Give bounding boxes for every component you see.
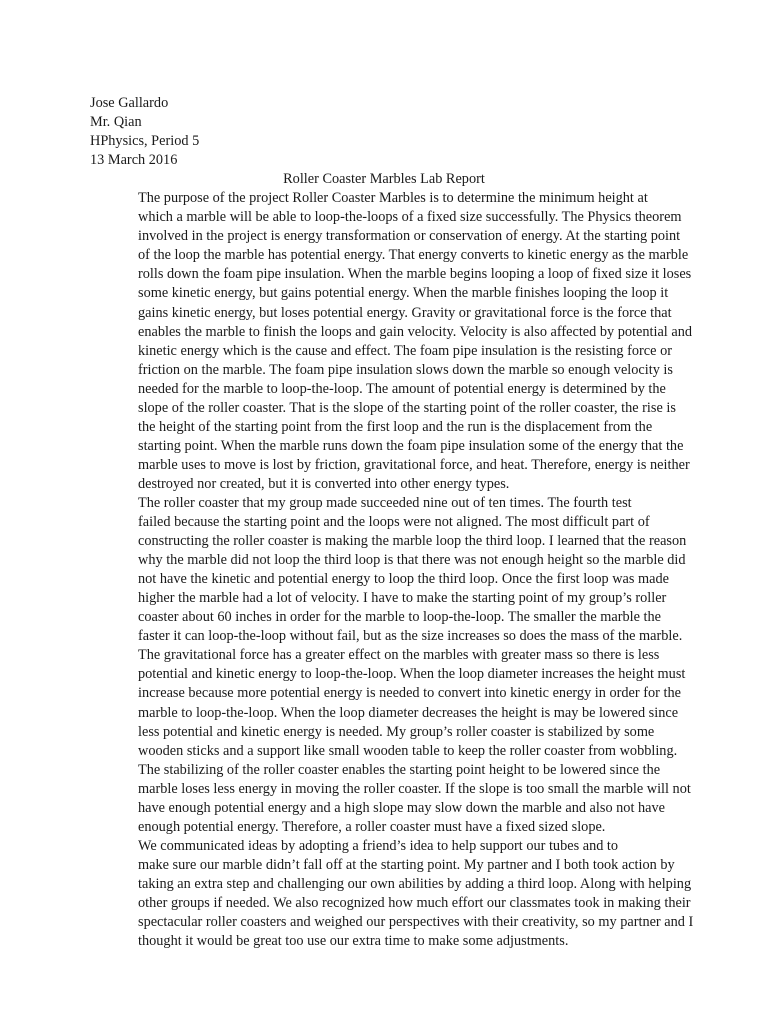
paragraph-line: involved in the project is energy transformation or conservation of energy. At the starting point [138,228,681,245]
paragraph-line: failed because the starting point and the loops were not aligned. The most difficult part of [138,514,650,531]
paragraph-line: higher the marble had a lot of velocity. I have to make the starting point of my group’s roller [138,590,667,607]
paragraph-line: which a marble will be able to loop-the-loops of a fixed size successfully. The Physics theorem [138,209,682,226]
paragraph-line: constructing the roller coaster is making the marble loop the third loop. I learned that the reason [138,533,687,550]
paragraph-line: increase because more potential energy is needed to convert into kinetic energy in order for the [138,685,681,702]
paragraph-line: thought it would be great too use our extra time to make some adjustments. [138,933,569,950]
paragraph-line: The stabilizing of the roller coaster enables the starting point height to be lowered since the [138,761,661,778]
paragraph-line: marble to loop-the-loop. When the loop diameter decreases the height is may be lowered since [138,704,679,721]
paragraph-line: needed for the marble to loop-the-loop. The amount of potential energy is determined by the [138,380,666,397]
body-paragraph [90,189,692,494]
paragraph-line: make sure our marble didn’t fall off at the starting point. My partner and I both took action by [138,856,675,873]
paragraph-line: marble uses to move is lost by friction, gravitational force, and heat. Therefore, energy is neither [138,456,690,473]
paragraph-line: the height of the starting point from the first loop and the run is the displacement from the [138,418,653,435]
body-paragraph [90,837,694,951]
paragraph-line: spectacular roller coasters and weighed our perspectives with their creativity, so my partner and I [138,914,694,931]
paragraph-line: faster it can loop-the-loop without fail, but as the size increases so does the mass of the marble. [138,628,683,645]
paragraph-line: enough potential energy. Therefore, a roller coaster must have a fixed sized slope. [138,818,606,835]
paragraph-line: destroyed nor created, but it is converted into other energy types. [138,475,510,492]
paragraph-line: The roller coaster that my group made succeeded nine out of ten times. The fourth test [138,494,632,511]
body-paragraph [90,494,691,837]
paragraph-line: wooden sticks and a support like small wooden table to keep the roller coaster from wobbling. [138,742,678,759]
report-title: Roller Coaster Marbles Lab Report [283,171,485,188]
paragraph-line: slope of the roller coaster. That is the slope of the starting point of the roller coaster, the rise is [138,399,676,416]
paragraph-line: not have the kinetic and potential energy to loop the third loop. Once the first loop was made [138,571,669,588]
paragraph-line: have enough potential energy and a high slope may slow down the marble and also not have [138,799,665,816]
paragraph-line: marble loses less energy in moving the roller coaster. If the slope is too small the marble will not [138,780,691,797]
paragraph-line: potential and kinetic energy to loop-the-loop. When the loop diameter increases the height must [138,666,686,683]
paragraph-line: some kinetic energy, but gains potential energy. When the marble finishes looping the loop it [138,285,669,302]
paragraph-line: starting point. When the marble runs down the foam pipe insulation some of the energy that the [138,437,684,454]
report-body [90,189,694,951]
course-period: HPhysics, Period 5 [90,133,200,150]
paragraph-line: taking an extra step and challenging our own abilities by adding a third loop. Along with helping [138,875,692,892]
paragraph-line: why the marble did not loop the third loop is that there was not enough height so the marble did [138,552,686,569]
paragraph-line: other groups if needed. We also recognized how much effort our classmates took in making their [138,894,691,911]
paragraph-line: of the loop the marble has potential energy. That energy converts to kinetic energy as the marble [138,247,689,264]
author-name: Jose Gallardo [90,95,169,111]
paragraph-line: coaster about 60 inches in order for the marble to loop-the-loop. The smaller the marble the [138,609,661,626]
paragraph-line: enables the marble to finish the loops and gain velocity. Velocity is also affected by potential and [138,323,692,340]
paragraph-line: rolls down the foam pipe insulation. When the marble begins looping a loop of fixed size it loses [138,266,692,283]
paragraph-line: The purpose of the project Roller Coaster Marbles is to determine the minimum height at [138,190,648,207]
teacher-name: Mr. Qian [90,114,142,131]
paragraph-line: kinetic energy which is the cause and effect. The foam pipe insulation is the resisting force or [138,342,672,359]
paragraph-line: gains kinetic energy, but loses potential energy. Gravity or gravitational force is the force that [138,304,672,321]
paragraph-line: friction on the marble. The foam pipe insulation slows down the marble so enough velocity is [138,361,673,378]
paragraph-line: The gravitational force has a greater effect on the marbles with greater mass so there is less [138,647,660,664]
report-date: 13 March 2016 [90,152,178,169]
paragraph-line: We communicated ideas by adopting a friend’s idea to help support our tubes and to [138,837,619,854]
paragraph-line: less potential and kinetic energy is needed. My group’s roller coaster is stabilized by some [138,723,655,740]
